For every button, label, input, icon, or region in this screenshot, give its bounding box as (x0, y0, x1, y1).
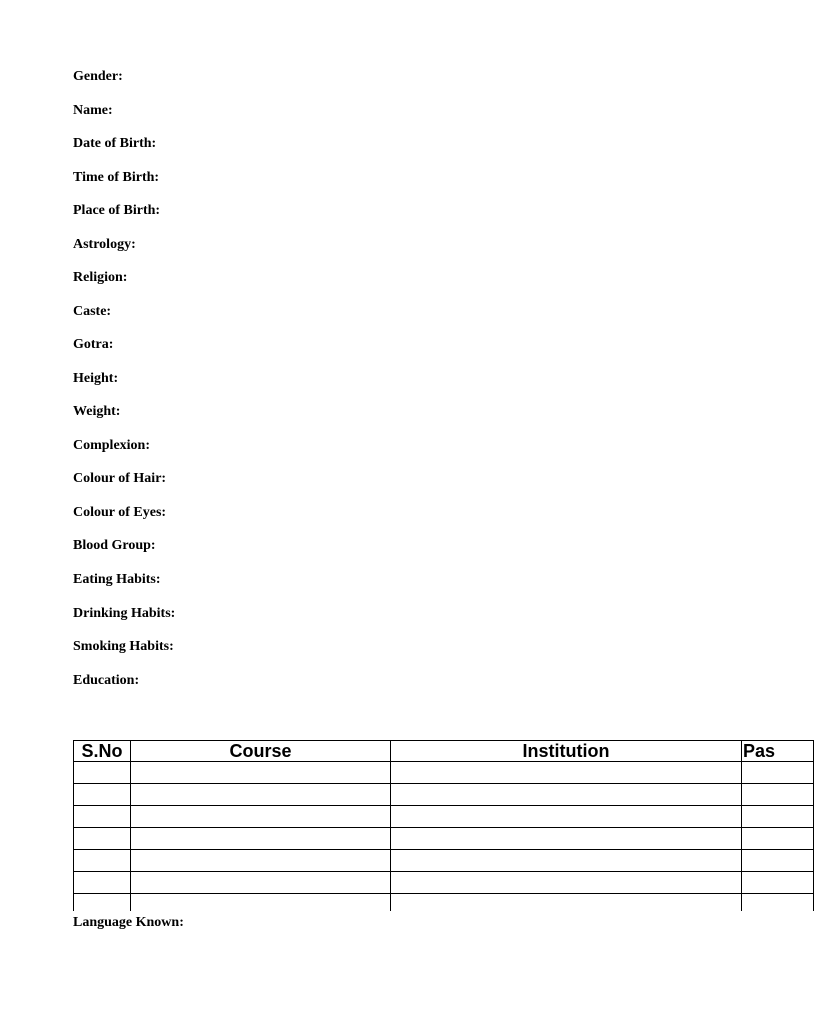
table-cell (391, 784, 742, 806)
time-of-birth-label: Time of Birth: (73, 170, 160, 185)
table-cell (131, 784, 391, 806)
table-row (74, 828, 814, 850)
table-cell (131, 850, 391, 872)
table-cell (74, 806, 131, 828)
table-cell (742, 894, 814, 912)
table-cell (74, 894, 131, 912)
name-label: Name: (73, 103, 113, 118)
table-row (74, 872, 814, 894)
complexion-label: Complexion: (73, 438, 150, 453)
astrology-label: Astrology: (73, 237, 136, 252)
eating-habits-label: Eating Habits: (73, 572, 161, 587)
table-row (74, 762, 814, 784)
table-cell (131, 872, 391, 894)
table-cell (391, 806, 742, 828)
table-row (74, 894, 814, 912)
table-cell (391, 872, 742, 894)
religion-label: Religion: (73, 270, 128, 285)
drinking-habits-label: Drinking Habits: (73, 606, 176, 621)
weight-label: Weight: (73, 404, 121, 419)
education-table-header-row (74, 741, 814, 762)
table-cell (74, 850, 131, 872)
language-known-label: Language Known: (73, 915, 184, 930)
column-header-institution: Institution (391, 741, 742, 762)
table-cell (131, 894, 391, 912)
table-cell (391, 828, 742, 850)
table-cell (391, 762, 742, 784)
education-label: Education: (73, 673, 140, 688)
table-row (74, 850, 814, 872)
place-of-birth-label: Place of Birth: (73, 203, 161, 218)
table-cell (742, 784, 814, 806)
table-cell (131, 828, 391, 850)
table-cell (391, 894, 742, 912)
colour-of-hair-label: Colour of Hair: (73, 471, 167, 486)
table-cell (74, 784, 131, 806)
column-header-course: Course (131, 741, 391, 762)
table-cell (74, 762, 131, 784)
height-label: Height: (73, 371, 119, 386)
table-cell (391, 850, 742, 872)
table-cell (742, 806, 814, 828)
gender-label: Gender: (73, 69, 123, 84)
blood-group-label: Blood Group: (73, 538, 156, 553)
table-cell (742, 762, 814, 784)
column-header-sno: S.No (74, 741, 131, 762)
education-table (73, 740, 814, 911)
table-cell (74, 828, 131, 850)
gotra-label: Gotra: (73, 337, 114, 352)
table-cell (131, 762, 391, 784)
colour-of-eyes-label: Colour of Eyes: (73, 505, 167, 520)
smoking-habits-label: Smoking Habits: (73, 639, 174, 654)
table-cell (742, 850, 814, 872)
date-of-birth-label: Date of Birth: (73, 136, 157, 151)
table-cell (74, 872, 131, 894)
table-cell (742, 828, 814, 850)
table-row (74, 806, 814, 828)
table-cell (742, 872, 814, 894)
table-cell (131, 806, 391, 828)
table-row (74, 784, 814, 806)
column-header-passing: Pas (742, 741, 814, 762)
caste-label: Caste: (73, 304, 112, 319)
